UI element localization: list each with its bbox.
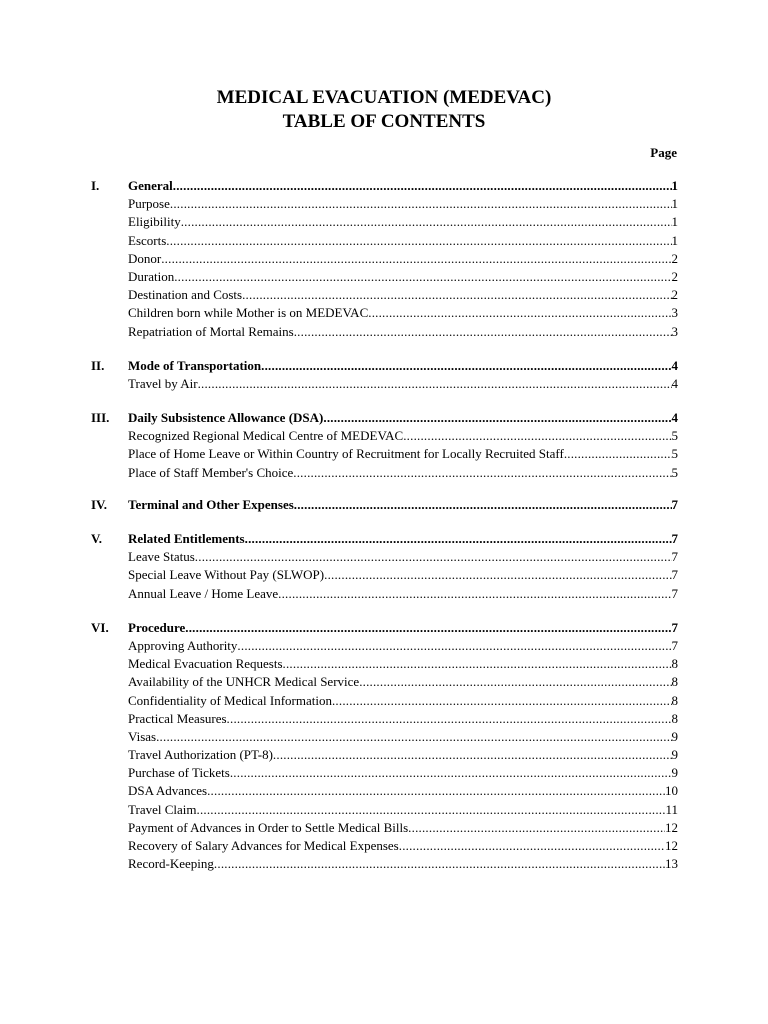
dot-leader <box>181 213 672 231</box>
dot-leader <box>237 637 671 655</box>
toc-entry[interactable] <box>91 782 678 800</box>
toc-entry[interactable] <box>91 375 678 393</box>
toc-entry[interactable] <box>91 655 678 673</box>
dot-leader <box>161 250 671 268</box>
section-page-number: 7 <box>671 531 678 546</box>
toc-entry[interactable] <box>91 286 678 304</box>
toc-entry-page-number: 5 <box>671 464 678 480</box>
toc-section <box>91 357 678 393</box>
toc-entry-page-number: 7 <box>671 585 678 601</box>
toc-entry[interactable] <box>91 637 678 655</box>
section-title: Terminal and Other Expenses <box>128 496 294 512</box>
dot-leader <box>368 304 671 322</box>
toc-entry-label: Leave Status <box>128 549 195 565</box>
toc-entry-label: Duration <box>128 268 175 284</box>
toc-entry-label: Visas <box>128 728 157 744</box>
toc-entry-page-number: 8 <box>671 692 678 708</box>
section-title: Daily Subsistence Allowance (DSA) <box>128 410 324 426</box>
dot-leader <box>195 548 672 566</box>
toc-entry-page-number: 12 <box>665 838 678 853</box>
dot-leader <box>173 177 672 195</box>
toc-entry-label: Purpose <box>128 196 170 212</box>
toc-entry-page-number: 2 <box>671 250 678 266</box>
toc-section <box>91 496 678 514</box>
toc-entry-label: Repatriation of Mortal Remains <box>128 323 294 339</box>
toc-entry-page-number: 5 <box>671 428 678 444</box>
dot-leader <box>166 232 671 250</box>
toc-entry-label: Children born while Mother is on MEDEVAC <box>128 305 369 321</box>
document-subtitle: TABLE OF CONTENTS <box>282 111 486 132</box>
dot-leader <box>324 566 671 584</box>
toc-entry-page-number: 7 <box>671 637 678 653</box>
toc-section-heading[interactable] <box>91 496 678 514</box>
dot-leader <box>245 530 672 548</box>
toc-entry[interactable] <box>91 710 678 728</box>
toc-entry[interactable] <box>91 746 678 764</box>
dot-leader <box>278 585 671 603</box>
dot-leader <box>294 323 672 341</box>
toc-entry[interactable] <box>91 304 678 322</box>
section-title: Mode of Transportation <box>128 357 262 373</box>
toc-entry-page-number: 8 <box>671 710 678 726</box>
dot-leader <box>323 409 671 427</box>
toc-section-heading[interactable] <box>91 357 678 375</box>
toc-entry[interactable] <box>91 801 678 819</box>
toc-entry-page-number: 1 <box>671 214 678 230</box>
toc-entry-page-number: 3 <box>671 305 678 321</box>
toc-sections <box>91 177 678 889</box>
dot-leader <box>156 728 671 746</box>
dot-leader <box>227 710 672 728</box>
toc-entry-label: Travel Claim <box>128 801 197 817</box>
dot-leader <box>185 619 671 637</box>
toc-entry-page-number: 13 <box>665 856 678 872</box>
section-title: Related Entitlements <box>128 531 245 546</box>
toc-entry-label: Recognized Regional Medical Centre of MEDEVAC <box>128 428 404 444</box>
toc-entry[interactable] <box>91 548 678 566</box>
page-column-header: Page <box>650 145 677 160</box>
toc-entry-page-number: 7 <box>671 567 678 583</box>
section-page-number: 4 <box>671 357 678 373</box>
section-numeral: I. <box>91 178 100 193</box>
toc-entry-page-number: 8 <box>671 656 678 672</box>
section-numeral: II. <box>91 357 105 373</box>
dot-leader <box>332 692 672 710</box>
dot-leader <box>403 427 671 445</box>
toc-entry[interactable] <box>91 585 678 603</box>
toc-entry-page-number: 9 <box>671 765 678 781</box>
section-numeral: VI. <box>91 619 109 635</box>
dot-leader <box>214 855 665 873</box>
toc-entry-label: Practical Measures <box>128 710 227 726</box>
toc-entry[interactable] <box>91 195 678 213</box>
dot-leader <box>564 445 672 463</box>
toc-section-heading[interactable] <box>91 530 678 548</box>
toc-entry-page-number: 9 <box>671 728 678 744</box>
dot-leader <box>242 286 671 304</box>
toc-entry[interactable] <box>91 445 678 463</box>
dot-leader <box>273 746 672 764</box>
toc-entry[interactable] <box>91 764 678 782</box>
toc-entry-page-number: 1 <box>671 196 678 212</box>
toc-section-heading[interactable] <box>91 177 678 195</box>
section-title: General <box>128 178 173 193</box>
toc-entry-page-number: 3 <box>671 323 678 339</box>
document-title: MEDICAL EVACUATION (MEDEVAC) <box>216 87 552 108</box>
toc-entry[interactable] <box>91 819 678 837</box>
toc-entry-label: Annual Leave / Home Leave <box>128 585 279 601</box>
section-page-number: 4 <box>671 410 678 426</box>
section-numeral: III. <box>91 410 110 426</box>
toc-entry[interactable] <box>91 250 678 268</box>
toc-entry-label: Special Leave Without Pay (SLWOP) <box>128 567 325 583</box>
toc-entry-page-number: 4 <box>671 375 678 391</box>
toc-entry[interactable] <box>91 232 678 250</box>
dot-leader <box>359 673 671 691</box>
toc-entry-label: Availability of the UNHCR Medical Service <box>128 674 360 690</box>
toc-section <box>91 409 678 482</box>
toc-entry[interactable] <box>91 837 678 855</box>
toc-entry-label: Record-Keeping <box>128 856 214 872</box>
section-numeral: IV. <box>91 496 108 512</box>
toc-entry-label: Place of Staff Member's Choice <box>128 464 294 480</box>
section-page-number: 7 <box>671 619 678 635</box>
toc-entry-page-number: 2 <box>671 287 678 303</box>
dot-leader <box>283 655 672 673</box>
toc-entry-label: Approving Authority <box>128 637 238 653</box>
toc-entry-label: Confidentiality of Medical Information <box>128 692 332 708</box>
dot-leader <box>174 268 671 286</box>
toc-entry-label: Escorts <box>128 232 167 248</box>
dot-leader <box>261 357 671 375</box>
toc-section <box>91 530 678 603</box>
toc-entry-label: Donor <box>128 250 162 266</box>
dot-leader <box>197 801 666 819</box>
toc-entry-page-number: 10 <box>665 783 678 799</box>
toc-entry[interactable] <box>91 213 678 231</box>
section-title: Procedure <box>128 619 186 635</box>
section-page-number: 7 <box>671 496 678 512</box>
toc-entry-page-number: 5 <box>671 446 678 462</box>
toc-entry-page-number: 1 <box>671 232 678 248</box>
toc-entry[interactable] <box>91 566 678 584</box>
dot-leader <box>207 782 665 800</box>
dot-leader <box>399 837 665 855</box>
toc-entry-label: Destination and Costs <box>128 287 243 303</box>
toc-entry[interactable] <box>91 323 678 341</box>
dot-leader <box>408 819 665 837</box>
toc-entry-label: DSA Advances <box>128 783 208 799</box>
section-numeral: V. <box>91 531 102 546</box>
toc-section-heading[interactable] <box>91 409 678 427</box>
toc-entry-label: Recovery of Salary Advances for Medical Expenses <box>128 838 399 853</box>
toc-entry-page-number: 7 <box>671 549 678 565</box>
dot-leader <box>230 764 672 782</box>
toc-entry-page-number: 9 <box>671 747 678 763</box>
toc-entry[interactable] <box>91 464 678 482</box>
toc-entry-label: Place of Home Leave or Within Country of Recruitment for Locally Recruited Staff <box>128 446 564 462</box>
toc-section <box>91 177 678 341</box>
dot-leader <box>293 464 671 482</box>
toc-section-heading[interactable] <box>91 619 678 637</box>
toc-entry-label: Purchase of Tickets <box>128 765 230 781</box>
toc-entry[interactable] <box>91 427 678 445</box>
dot-leader <box>198 375 672 393</box>
toc-entry-label: Travel by Air <box>128 375 198 391</box>
toc-entry-label: Travel Authorization (PT-8) <box>128 747 273 763</box>
dot-leader <box>170 195 672 213</box>
dot-leader <box>294 496 672 514</box>
section-page-number: 1 <box>671 178 678 193</box>
toc-entry-page-number: 12 <box>665 819 678 835</box>
toc-entry-label: Medical Evacuation Requests <box>128 656 283 672</box>
toc-section <box>91 619 678 874</box>
toc-entry-page-number: 8 <box>671 674 678 690</box>
toc-entry[interactable] <box>91 728 678 746</box>
toc-entry[interactable] <box>91 692 678 710</box>
toc-entry-label: Eligibility <box>128 214 181 230</box>
toc-entry[interactable] <box>91 268 678 286</box>
toc-entry[interactable] <box>91 855 678 873</box>
toc-entry-page-number: 2 <box>671 268 678 284</box>
toc-entry-label: Payment of Advances in Order to Settle Medical Bills <box>128 819 409 835</box>
toc-entry-page-number: 11 <box>665 801 678 817</box>
toc-entry[interactable] <box>91 673 678 691</box>
